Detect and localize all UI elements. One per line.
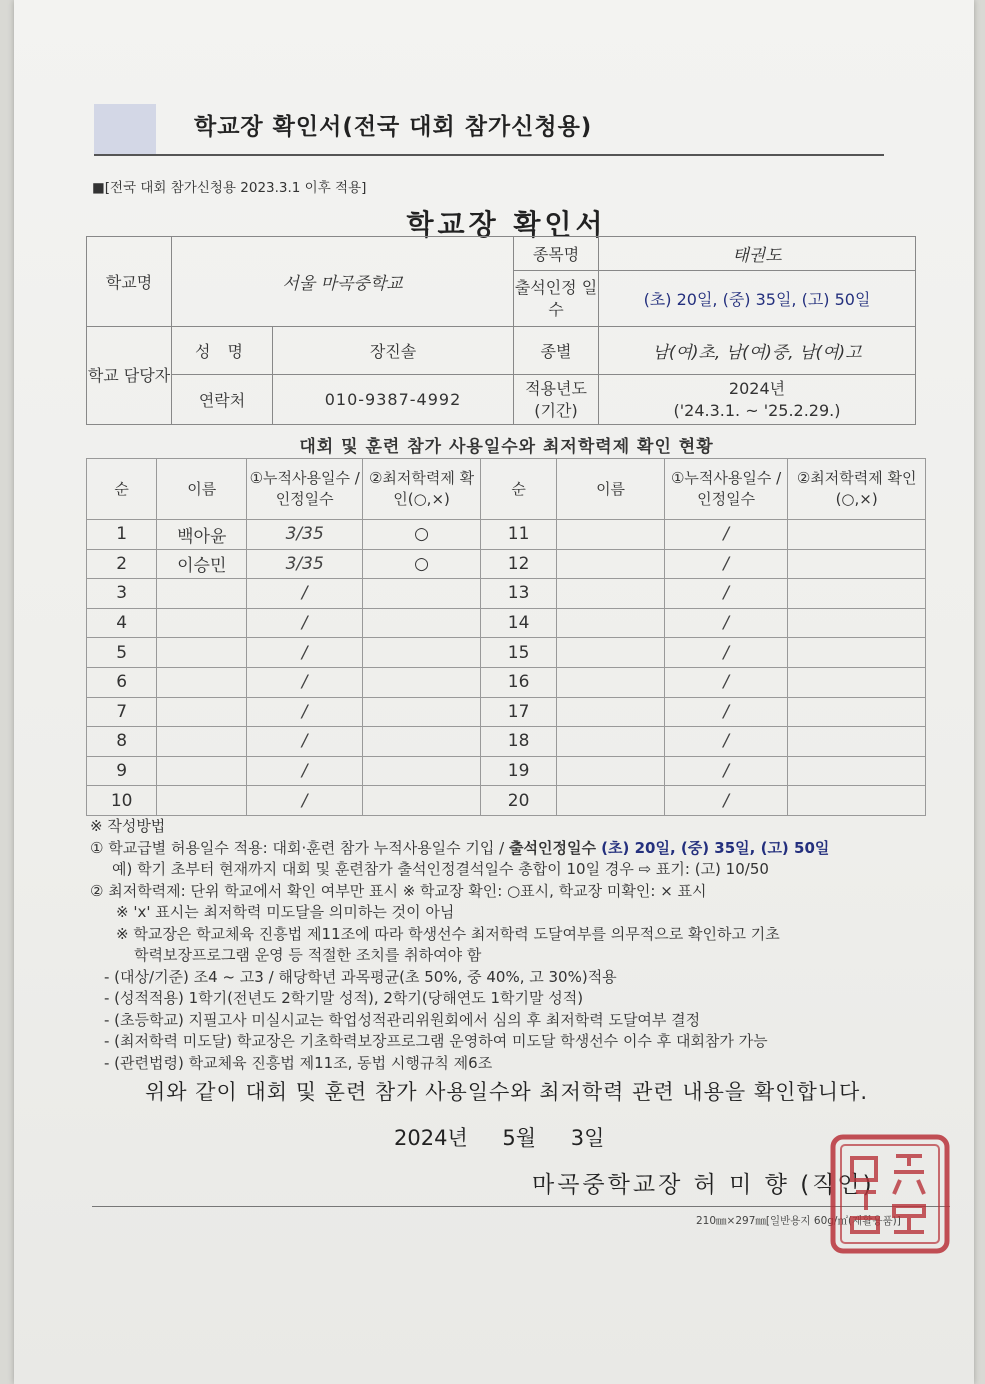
note-2-c: 학력보장프로그램 운영 등 적절한 조치를 취하여야 함 [134, 946, 482, 964]
row-days-2: / [664, 579, 787, 609]
row-name [157, 786, 247, 816]
gender-value: 남(여)초, 남(여)중, 남(여)고 [599, 327, 916, 375]
col-no-2: 순 [481, 459, 557, 520]
detail-5: - (관련법령) 학교체육 진흥법 제11조, 동법 시행규칙 제6조 [104, 1053, 493, 1072]
row-no-2: 20 [481, 786, 557, 816]
period-value: ('24.3.1. ~ '25.2.29.) [673, 400, 841, 420]
row-no: 8 [87, 727, 157, 757]
school-value: 서울 마곡중학교 [172, 237, 514, 327]
table-row [87, 608, 926, 638]
row-no: 3 [87, 579, 157, 609]
row-name-2 [557, 697, 665, 727]
name-value: 장진솔 [273, 327, 514, 375]
row-min-2 [788, 520, 926, 550]
row-min [363, 579, 481, 609]
row-days-2: / [664, 756, 787, 786]
row-name: 이승민 [157, 549, 247, 579]
year-label: 적용년도 (기간) [514, 375, 599, 425]
row-no: 1 [87, 520, 157, 550]
row-no: 7 [87, 697, 157, 727]
row-days: / [247, 697, 363, 727]
school-label: 학교명 [87, 237, 172, 327]
section-title: 대회 및 훈련 참가 사용일수와 최저학력제 확인 현황 [299, 437, 714, 457]
row-no-2: 14 [481, 608, 557, 638]
row-min [363, 638, 481, 668]
row-min-2 [788, 786, 926, 816]
info-table [86, 236, 916, 425]
row-no: 4 [87, 608, 157, 638]
event-value: 태권도 [599, 237, 916, 271]
note-2: ② 최저학력제: 단위 학교에서 확인 여부만 표시 ※ 학교장 확인: ○표시, 학교장 미확인: × 표시 [90, 881, 707, 900]
row-no-2: 17 [481, 697, 557, 727]
attendance-value: (초) 20일, (중) 35일, (고) 50일 [599, 271, 916, 327]
row-name-2 [557, 786, 665, 816]
paper-spec: 210㎜×297㎜[일반용지 60g/㎡(재활용품)] [696, 1215, 901, 1227]
table-row [87, 549, 926, 579]
row-min: ○ [363, 549, 481, 579]
col-days-2: ①누적사용일수 /인정일수 [664, 459, 787, 520]
row-name-2 [557, 667, 665, 697]
row-days-2: / [664, 520, 787, 550]
row-min-2 [788, 727, 926, 757]
row-no: 2 [87, 549, 157, 579]
detail-4: - (최저학력 미도달) 학교장은 기초학력보장프로그램 운영하여 미도달 학생선수 이수 후 대회참가 가능 [104, 1032, 768, 1050]
table-row [87, 667, 926, 697]
version-note: ■[전국 대회 참가신청용 2023.3.1 이후 적용] [92, 180, 367, 196]
row-min-2 [788, 549, 926, 579]
col-no: 순 [87, 459, 157, 520]
manager-label: 학교 담당자 [87, 327, 172, 425]
row-no: 9 [87, 756, 157, 786]
row-min [363, 608, 481, 638]
row-name-2 [557, 520, 665, 550]
row-no: 10 [87, 786, 157, 816]
row-min-2 [788, 579, 926, 609]
row-name [157, 697, 247, 727]
row-days-2: / [664, 786, 787, 816]
row-days-2: / [664, 727, 787, 757]
row-no-2: 13 [481, 579, 557, 609]
row-name-2 [557, 549, 665, 579]
name-label: 성 명 [172, 327, 273, 375]
row-days-2: / [664, 549, 787, 579]
row-name [157, 727, 247, 757]
document-title: 학교장 확인서 [406, 208, 607, 241]
row-days-2: / [664, 608, 787, 638]
table-row [87, 520, 926, 550]
detail-3: - (초등학교) 지필고사 미실시교는 학업성적관리위원회에서 심의 후 최저학력 도달여부 결정 [104, 1010, 701, 1029]
row-days-2: / [664, 638, 787, 668]
col-name: 이름 [157, 459, 247, 520]
detail-1: - (대상/기준) 조4 ~ 고3 / 해당학년 과목평균(초 50%, 중 40%, 고 30%)적용 [104, 967, 617, 986]
table-row [87, 786, 926, 816]
bottom-divider [92, 1206, 950, 1207]
document-paper [14, 0, 974, 1384]
header-underline [94, 154, 884, 156]
contact-label: 연락처 [172, 375, 273, 425]
row-days: 3/35 [247, 549, 363, 579]
contact-value: 010-9387-4992 [273, 375, 514, 425]
note-2-b: ※ 학교장은 학교체육 진흥법 제11조에 따라 학생선수 최저학력 도달여부를 의무적으로 확인하고 기초 [116, 924, 780, 943]
row-name [157, 579, 247, 609]
row-min-2 [788, 638, 926, 668]
row-min-2 [788, 608, 926, 638]
row-name [157, 638, 247, 668]
header-bar [94, 104, 884, 156]
table-row [87, 727, 926, 757]
row-name-2 [557, 638, 665, 668]
note-1 [90, 838, 950, 860]
row-min-2 [788, 667, 926, 697]
row-no-2: 16 [481, 667, 557, 697]
row-min [363, 727, 481, 757]
detail-2: - (성적적용) 1학기(전년도 2학기말 성적), 2학기(당해연도 1학기말 성적) [104, 989, 584, 1007]
row-days: / [247, 786, 363, 816]
row-name-2 [557, 608, 665, 638]
row-name-2 [557, 756, 665, 786]
table-row [87, 697, 926, 727]
gender-label: 종별 [514, 327, 599, 375]
table-row [87, 579, 926, 609]
row-min-2 [788, 697, 926, 727]
row-days-2: / [664, 667, 787, 697]
header-accent-block [94, 104, 156, 154]
confirmation-statement: 위와 같이 대회 및 훈련 참가 사용일수와 최저학력 관련 내용을 확인합니다. [144, 1080, 868, 1104]
row-min-2 [788, 756, 926, 786]
note-1-c: (초) 20일, (중) 35일, (고) 50일 [601, 838, 830, 857]
row-days: 3/35 [247, 520, 363, 550]
row-no-2: 19 [481, 756, 557, 786]
col-min-2: ②최저학력제 확인(○,×) [788, 459, 926, 520]
row-name [157, 667, 247, 697]
row-days: / [247, 608, 363, 638]
row-name: 백아윤 [157, 520, 247, 550]
row-days: / [247, 667, 363, 697]
principal-signature: 마곡중학교장 허 미 향 (직인) [532, 1172, 875, 1198]
row-min [363, 756, 481, 786]
row-no: 6 [87, 667, 157, 697]
event-label: 종목명 [514, 237, 599, 271]
header-title: 학교장 확인서(전국 대회 참가신청용) [194, 114, 593, 140]
note-1-example: 예) 학기 초부터 현재까지 대회 및 훈련참가 출석인정결석일수 총합이 10일 경우 ⇨ 표기: (고) 10/50 [112, 860, 769, 878]
row-min [363, 697, 481, 727]
issue-date: 2024년 5월 3일 [394, 1126, 605, 1150]
row-min [363, 786, 481, 816]
attendance-label: 출석인정 일수 [514, 271, 599, 327]
notes-heading: ※ 작성방법 [90, 817, 166, 835]
official-seal-icon [830, 1134, 950, 1254]
row-days: / [247, 756, 363, 786]
note-2-a: ※ 'x' 표시는 최저학력 미도달을 의미하는 것이 아님 [116, 903, 455, 921]
note-1-b: 출석인정일수 [509, 838, 602, 857]
row-days-2: / [664, 697, 787, 727]
row-no: 5 [87, 638, 157, 668]
row-name [157, 756, 247, 786]
note-1-a: ① 학교급별 허용일수 적용: 대회·훈련 참가 누적사용일수 기입 / [90, 838, 509, 857]
year-value: 2024년 [728, 378, 786, 398]
row-name [157, 608, 247, 638]
row-name-2 [557, 727, 665, 757]
row-days: / [247, 579, 363, 609]
row-no-2: 18 [481, 727, 557, 757]
row-min: ○ [363, 520, 481, 550]
row-days: / [247, 727, 363, 757]
table-row [87, 638, 926, 668]
row-no-2: 11 [481, 520, 557, 550]
table-row [87, 756, 926, 786]
col-name-2: 이름 [557, 459, 665, 520]
year-cell [599, 375, 916, 425]
athlete-table [86, 458, 926, 816]
row-name-2 [557, 579, 665, 609]
row-no-2: 12 [481, 549, 557, 579]
row-days: / [247, 638, 363, 668]
col-days: ①누적사용일수 /인정일수 [247, 459, 363, 520]
athlete-table-body [87, 520, 926, 816]
instructions [90, 816, 950, 1074]
col-min: ②최저학력제 확인(○,×) [363, 459, 481, 520]
row-min [363, 667, 481, 697]
row-no-2: 15 [481, 638, 557, 668]
